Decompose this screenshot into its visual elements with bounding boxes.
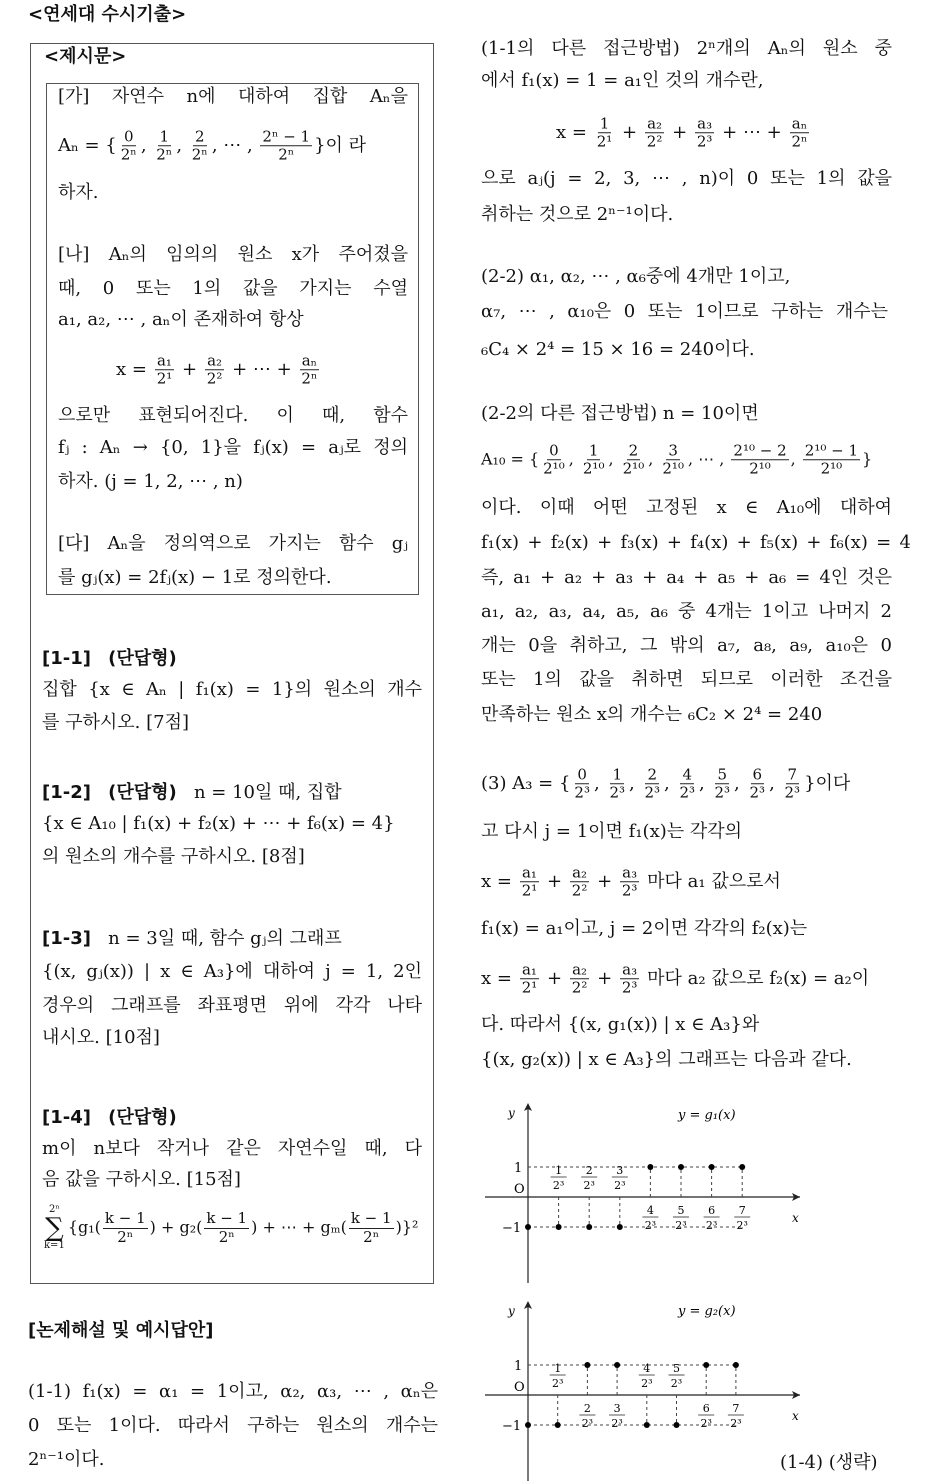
x-tick-denominator: 2³ (614, 1179, 626, 1192)
answer-line: 취하는 것으로 2ⁿ⁻¹이다. (481, 204, 674, 226)
y-tick-label: 1 (514, 1359, 523, 1374)
fraction: $\frac{0}{\text{2ⁿ}}$ (120, 127, 137, 164)
y-axis-label: y (508, 1106, 515, 1120)
answer-line: a₁, a₂, a₃, a₄, a₅, a₆ 중 4개는 1이고 나머지 2 (481, 601, 892, 623)
passage-na-line: [나] Aₙ의 임의의 원소 x가 주어졌을 (58, 244, 408, 266)
question-line: 를 구하시오. [7점] (42, 712, 189, 734)
passage-ga-line: [가] 자연수 n에 대하여 집합 Aₙ을 (58, 86, 408, 108)
answer-line: (1-4) (생략) (780, 1452, 878, 1474)
answer-line: 으로 aⱼ(j = 2, 3, ⋯ , n)이 0 또는 1의 값을 (481, 168, 892, 190)
x-tick-denominator: 2³ (641, 1377, 653, 1390)
graph-title: y = g₂(x) (678, 1304, 736, 1319)
data-point (678, 1164, 684, 1170)
x-tick-denominator: 2³ (644, 1219, 657, 1232)
x-tick-denominator: 2³ (675, 1219, 687, 1232)
question-line: 음 값을 구하시오. [15점] (42, 1169, 241, 1191)
question-type: (단답형) (108, 1107, 177, 1129)
x-tick-numerator: 6 (702, 1402, 710, 1415)
x-tick-numerator: 3 (613, 1402, 621, 1415)
answer-line: (2-2) α₁, α₂, ⋯ , α₆중에 4개만 1이고, (481, 266, 791, 288)
x-tick-numerator: 2 (585, 1164, 593, 1177)
answer-line: 다. 따라서 {(x, g₁(x)) | x ∈ A₃}와 (481, 1014, 760, 1036)
question-label: [1-4] (42, 1107, 91, 1129)
origin-label: O (514, 1182, 525, 1197)
fraction: $\frac{0}{\text{2³}}$ (574, 765, 590, 802)
question-1-2-header (42, 782, 342, 804)
question-label: [1-3] (42, 928, 91, 950)
answer-line: 0 또는 1이다. 따라서 구하는 원소의 개수는 (28, 1415, 438, 1437)
answer-line: 에서 f₁(x) = 1 = a₁인 것의 개수란, (481, 70, 764, 92)
question-line: 의 원소의 개수를 구하시오. [8점] (42, 846, 305, 868)
question-line: {(x, gⱼ(x)) | x ∈ A₃}에 대하여 j = 1, 2인 (42, 961, 422, 983)
fraction: $\frac{0}{\text{2¹⁰}}$ (543, 441, 565, 478)
data-point (525, 1422, 531, 1428)
origin-label: O (514, 1380, 525, 1395)
question-line: 집합 {x ∈ Aₙ | f₁(x) = 1}의 원소의 개수 (42, 679, 422, 701)
answer-line: 또는 1의 값을 취하면 되므로 이러한 조건을 (481, 669, 892, 691)
fraction: $\frac{\text{2¹⁰ − 2}}{\text{2¹⁰}}$ (733, 441, 787, 478)
answer-formula: A₁₀ = { $\frac{0}{\text{2¹⁰}}$ , $\frac{1}{\text{2¹⁰}}$ , $\frac{2}{\text{2¹⁰}}$ , $\frac{3}{\text{2¹⁰}}$ , ⋯ , $\frac{\text{2¹⁰ − 2}}{\text{2¹⁰}}$ , $\frac{\text{2¹⁰ − 1}}{\text{2¹⁰}}$ } (481, 441, 873, 478)
data-point (584, 1362, 590, 1368)
x-axis-label: x (792, 1409, 799, 1423)
question-label: [1-1] (42, 648, 91, 670)
passage-na-line: 하자. (j = 1, 2, ⋯ , n) (58, 471, 243, 493)
fraction: $\frac{\text{a₁}}{\text{2¹}}$ (521, 863, 538, 900)
passage-na-line: 때, 0 또는 1의 값을 가지는 수열 (58, 278, 408, 300)
data-point (556, 1224, 562, 1230)
data-point (739, 1164, 745, 1170)
fraction: $\frac{k - 1}{\text{2ⁿ}}$ (350, 1209, 392, 1246)
fraction: $\frac{\text{a₂}}{\text{2²}}$ (646, 114, 663, 151)
data-point (525, 1224, 531, 1230)
data-point (709, 1164, 715, 1170)
x-tick-denominator: 2³ (700, 1417, 712, 1430)
x-tick-denominator: 2³ (730, 1417, 742, 1430)
data-point (555, 1422, 561, 1428)
answer-line: α₇, ⋯ , α₁₀은 0 또는 1이므로 구하는 개수는 (481, 301, 888, 323)
fraction: $\frac{4}{\text{2³}}$ (679, 765, 696, 802)
x-tick-denominator: 2³ (552, 1179, 565, 1192)
passage-da-line: 를 gⱼ(x) = 2fⱼ(x) − 1로 정의한다. (58, 567, 332, 589)
x-tick-denominator: 2³ (583, 1179, 595, 1192)
fraction: $\frac{1}{\text{2ⁿ}}$ (156, 127, 173, 164)
x-tick-denominator: 2³ (705, 1219, 718, 1232)
box-title: <제시문> (44, 46, 127, 68)
y-tick-label: 1 (514, 1161, 523, 1176)
question-formula: 2ⁿ ∑ k=1 {g₁( $\frac{k - 1}{\text{2ⁿ}}$ ) + g₂( $\frac{k - 1}{\text{2ⁿ}}$ ) + ⋯ + gₘ( $\frac{k - 1}{\text{2ⁿ}}$ )}² (44, 1204, 419, 1251)
fraction: $\frac{3}{\text{2¹⁰}}$ (662, 441, 684, 478)
answer-line: (1-1의 다른 접근방법) 2ⁿ개의 Aₙ의 원소 중 (481, 38, 892, 60)
fraction: $\frac{\text{2¹⁰ − 1}}{\text{2¹⁰}}$ (804, 441, 859, 478)
data-point (617, 1224, 623, 1230)
passage-da-line: [다] Aₙ을 정의역으로 가지는 함수 gⱼ (58, 533, 408, 555)
fraction: $\frac{\text{a₂}}{\text{2²}}$ (571, 960, 588, 997)
x-tick-numerator: 4 (646, 1204, 654, 1217)
fraction: $\frac{7}{\text{2³}}$ (784, 765, 801, 802)
x-tick-numerator: 3 (616, 1164, 624, 1177)
fraction: $\frac{\text{2ⁿ − 1}}{\text{2ⁿ}}$ (262, 127, 311, 164)
data-point (644, 1422, 650, 1428)
y-tick-label: −1 (502, 1221, 522, 1236)
data-point (614, 1362, 620, 1368)
x-tick-denominator: 2³ (611, 1417, 623, 1430)
question-type: (단답형) (108, 648, 177, 670)
fraction: $\frac{\text{a₂}}{\text{2²}}$ (571, 863, 588, 900)
x-tick-numerator: 7 (732, 1402, 740, 1415)
question-line: 경우의 그래프를 좌표평면 위에 각각 나타 (42, 995, 422, 1017)
question-1-1-header (42, 648, 177, 670)
page-header: <연세대 수시기출> (28, 4, 187, 26)
answer-formula: x = $\frac{1}{\text{2¹}}$ + $\frac{\text{a₂}}{\text{2²}}$ + $\frac{\text{a₃}}{\text{2³}}$ + ⋯ + $\frac{\text{aₙ}}{\text{2ⁿ}}$ (556, 114, 808, 151)
fraction: $\frac{2}{\text{2¹⁰}}$ (622, 441, 645, 478)
fraction: $\frac{\text{a₂}}{\text{2²}}$ (206, 351, 223, 388)
summation: 2ⁿ ∑ k=1 (44, 1204, 65, 1251)
answer-line: 즉, a₁ + a₂ + a₃ + a₄ + a₅ + a₆ = 4인 것은 (481, 567, 892, 589)
answer-line: {(x, g₂(x)) | x ∈ A₃}의 그래프는 다음과 같다. (481, 1049, 852, 1071)
passage-ga-line: 하자. (58, 182, 99, 204)
x-tick-denominator: 2³ (581, 1417, 594, 1430)
passage-ga-line: Aₙ = { $\frac{0}{\text{2ⁿ}}$ , $\frac{1}{\text{2ⁿ}}$ , $\frac{2}{\text{2ⁿ}}$ , ⋯ , $\frac{\text{2ⁿ − 1}}{\text{2ⁿ}}$ }이 라 (58, 127, 367, 164)
answer-line: f₁(x) + f₂(x) + f₃(x) + f₄(x) + f₅(x) + f₆(x) = 4 (481, 532, 911, 554)
x-tick-numerator: 7 (738, 1204, 746, 1217)
fraction: $\frac{\text{a₁}}{\text{2¹}}$ (156, 351, 173, 388)
fraction: $\frac{\text{a₃}}{\text{2³}}$ (621, 863, 638, 900)
answer-line: 만족하는 원소 x의 개수는 ₆C₂ × 2⁴ = 240 (481, 704, 823, 726)
answer-line: 개는 0을 취하고, 그 밖의 a₇, a₈, a₉, a₁₀은 0 (481, 635, 892, 657)
x-tick-numerator: 1 (554, 1362, 562, 1375)
question-1-3-header (42, 928, 342, 950)
x-tick-numerator: 5 (673, 1362, 680, 1375)
answer-line: 고 다시 j = 1이면 f₁(x)는 각각의 (481, 821, 743, 843)
x-axis-label: x (792, 1211, 799, 1225)
answer-line: ₆C₄ × 2⁴ = 15 × 16 = 240이다. (481, 339, 755, 361)
fraction: $\frac{\text{a₃}}{\text{2³}}$ (696, 114, 713, 151)
graph-title: y = g₁(x) (678, 1108, 736, 1123)
fraction: $\frac{\text{aₙ}}{\text{2ⁿ}}$ (791, 114, 808, 151)
question-text: n = 10일 때, 집합 (193, 782, 342, 804)
question-1-4-header (42, 1107, 177, 1129)
answer-line: (3) A₃ = { $\frac{0}{\text{2³}}$ , $\frac{1}{\text{2³}}$ , $\frac{2}{\text{2³}}$ , $\frac{4}{\text{2³}}$ , $\frac{5}{\text{2³}}$ , $\frac{6}{\text{2³}}$ , $\frac{7}{\text{2³}}$ }이다 (481, 765, 851, 802)
data-point (647, 1164, 653, 1170)
x-tick-numerator: 6 (708, 1204, 716, 1217)
x-tick-denominator: 2³ (551, 1377, 564, 1390)
answer-line: (1-1) f₁(x) = α₁ = 1이고, α₂, α₃, ⋯ , αₙ은 (28, 1381, 438, 1403)
question-line: 내시오. [10점] (42, 1027, 160, 1049)
question-label: [1-2] (42, 782, 91, 804)
y-axis-label: y (508, 1304, 515, 1318)
fraction: $\frac{2}{\text{2³}}$ (644, 765, 661, 802)
answer-line: (2-2의 다른 접근방법) n = 10이면 (481, 403, 759, 425)
answer-line: x = $\frac{\text{a₁}}{\text{2¹}}$ + $\frac{\text{a₂}}{\text{2²}}$ + $\frac{\text{a₃}}{\text{2³}}$ 마다 a₂ 값으로 f₂(x) = a₂이 (481, 960, 870, 997)
data-point (703, 1362, 709, 1368)
answer-line: 이다. 이때 어떤 고정된 x ∈ A₁₀에 대하여 (481, 497, 892, 519)
answer-title: [논제해설 및 예시답안] (28, 1320, 214, 1342)
passage-na-line: a₁, a₂, ⋯ , aₙ이 존재하여 항상 (58, 309, 304, 331)
question-line: m이 n보다 작거나 같은 자연수일 때, 다 (42, 1138, 422, 1160)
question-line: {x ∈ A₁₀ | f₁(x) + f₂(x) + ⋯ + f₆(x) = 4} (42, 813, 395, 835)
x-tick-numerator: 2 (583, 1402, 591, 1415)
passage-na-formula: x = $\frac{\text{a₁}}{\text{2¹}}$ + $\frac{\text{a₂}}{\text{2²}}$ + ⋯ + $\frac{\text{aₙ}}{\text{2ⁿ}}$ (116, 351, 318, 388)
data-point (586, 1224, 592, 1230)
fraction: $\frac{k - 1}{\text{2ⁿ}}$ (206, 1209, 248, 1246)
fraction: $\frac{1}{\text{2¹}}$ (596, 114, 613, 151)
passage-na-line: fⱼ : Aₙ → {0, 1}을 fⱼ(x) = aⱼ로 정의 (58, 437, 408, 459)
y-tick-label: −1 (502, 1419, 522, 1434)
fraction: $\frac{1}{\text{2¹⁰}}$ (582, 441, 605, 478)
x-tick-numerator: 4 (643, 1362, 651, 1375)
fraction: $\frac{1}{\text{2³}}$ (609, 765, 625, 802)
data-point (674, 1422, 680, 1428)
fraction: $\frac{2}{\text{2ⁿ}}$ (191, 127, 208, 164)
answer-line: f₁(x) = a₁이고, j = 2이면 각각의 f₂(x)는 (481, 918, 808, 940)
graph-g2 (480, 1293, 820, 1483)
passage-na-line: 으로만 표현되어진다. 이 때, 함수 (58, 405, 408, 427)
x-tick-denominator: 2³ (670, 1377, 683, 1390)
x-tick-numerator: 5 (677, 1204, 685, 1217)
fraction: $\frac{5}{\text{2³}}$ (714, 765, 731, 802)
fraction: $\frac{k - 1}{\text{2ⁿ}}$ (104, 1209, 146, 1246)
x-tick-denominator: 2³ (736, 1219, 748, 1232)
fraction: $\frac{\text{aₙ}}{\text{2ⁿ}}$ (301, 351, 318, 388)
fraction: $\frac{6}{\text{2³}}$ (749, 765, 766, 802)
question-text: n = 3일 때, 함수 gⱼ의 그래프 (108, 928, 342, 950)
data-point (733, 1362, 739, 1368)
question-type: (단답형) (108, 782, 177, 804)
fraction: $\frac{\text{a₃}}{\text{2³}}$ (621, 960, 638, 997)
answer-line: x = $\frac{\text{a₁}}{\text{2¹}}$ + $\frac{\text{a₂}}{\text{2²}}$ + $\frac{\text{a₃}}{\text{2³}}$ 마다 a₁ 값으로서 (481, 863, 781, 900)
answer-line: 2ⁿ⁻¹이다. (28, 1449, 105, 1471)
graph-g1 (480, 1095, 820, 1285)
x-tick-numerator: 1 (555, 1164, 563, 1177)
fraction: $\frac{\text{a₁}}{\text{2¹}}$ (521, 960, 538, 997)
